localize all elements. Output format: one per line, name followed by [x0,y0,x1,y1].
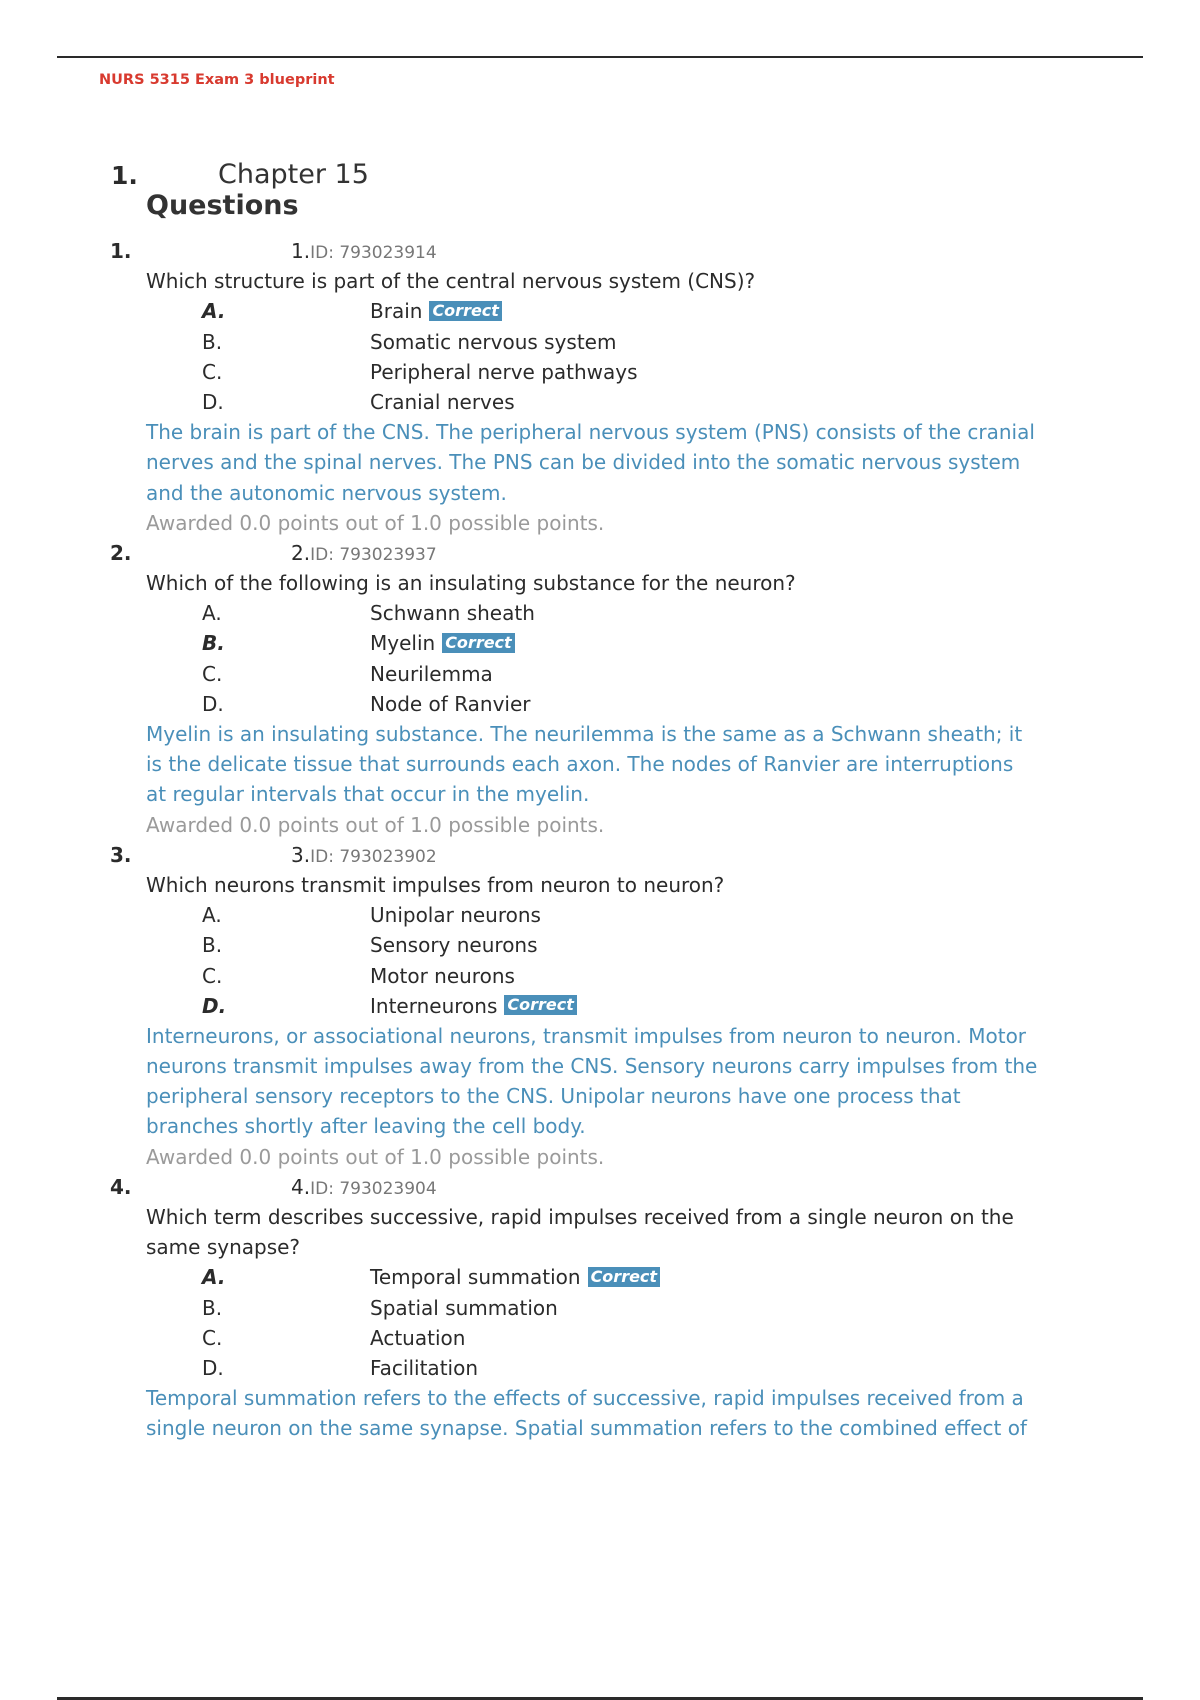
question-number: 3. [110,842,132,867]
top-rule [57,56,1143,58]
option-letter: D. [202,389,224,414]
section-title-line2: Questions [146,190,299,221]
answer-option [0,961,1200,991]
question-id [291,1172,437,1204]
answer-option [0,1353,1200,1383]
option-letter: C. [202,359,223,384]
option-text-wrap [370,900,541,930]
question-number: 4. [110,1174,132,1199]
option-text: Unipolar neurons [370,903,541,928]
option-letter: D. [202,1355,224,1380]
option-text-wrap [370,659,493,689]
question-number: 2. [110,540,132,565]
option-letter: D. [202,993,227,1018]
option-text: Temporal summation [370,1265,581,1290]
answer-option [0,1323,1200,1353]
answer-option [0,387,1200,417]
option-letter: B. [202,329,223,354]
rationale-line [0,447,1200,477]
question-id-number: 4. [291,1174,311,1199]
question-header [0,840,1200,870]
answer-option [0,357,1200,387]
correct-badge: Correct [442,633,515,653]
rationale-line [0,1021,1200,1051]
option-text: Peripheral nerve pathways [370,359,638,384]
option-text: Myelin [370,631,436,656]
option-text: Schwann sheath [370,601,535,626]
question-text-line [0,870,1200,900]
option-text-wrap [370,357,638,387]
option-text-wrap [370,689,531,719]
answer-option [0,1293,1200,1323]
rationale-text: at regular intervals that occur in the myelin. [146,782,590,807]
option-letter: A. [202,1265,226,1290]
question-text: same synapse? [146,1235,301,1260]
option-text-wrap [370,1323,465,1353]
rationale-line [0,1111,1200,1141]
rationale-text: peripheral sensory receptors to the CNS. Unipolar neurons have one process that [146,1084,961,1109]
rationale-text: branches shortly after leaving the cell body. [146,1114,586,1139]
option-text: Actuation [370,1325,466,1350]
option-text: Node of Ranvier [370,691,531,716]
correct-badge: Correct [588,1267,661,1287]
rationale-text: and the autonomic nervous system. [146,480,507,505]
awarded-line [0,508,1200,538]
question-header [0,236,1200,266]
option-letter: C. [202,1325,223,1350]
option-text-wrap [370,387,515,417]
option-letter: A. [202,601,222,626]
option-letter: B. [202,631,225,656]
answer-option [0,1262,1200,1292]
answer-option [0,628,1200,658]
question-id-label: ID: 793023914 [310,243,437,263]
question-id-number: 1. [291,239,311,263]
option-text: Cranial nerves [370,389,515,414]
question-header [0,1172,1200,1202]
rationale-line [0,1383,1200,1413]
option-text-wrap [370,628,515,658]
question-number: 1. [110,239,132,263]
rationale-text: Myelin is an insulating substance. The neurilemma is the same as a Schwann sheath; it [146,722,1023,746]
correct-badge: Correct [504,995,577,1015]
question-text-line [0,1232,1200,1262]
option-text-wrap [370,1353,478,1383]
rationale-text: nerves and the spinal nerves. The PNS can be divided into the somatic nervous system [146,450,1021,475]
rationale-text: single neuron on the same synapse. Spatial summation refers to the combined effect of [146,1416,1027,1441]
awarded-line [0,810,1200,840]
answer-option [0,689,1200,719]
correct-badge: Correct [429,301,502,321]
option-text-wrap [370,1262,660,1292]
rationale-text: Temporal summation refers to the effects of successive, rapid impulses received from a [146,1386,1024,1411]
answer-option [0,991,1200,1021]
answer-option [0,598,1200,628]
option-letter: C. [202,661,223,686]
question-id-label: ID: 793023902 [310,846,437,867]
awarded-points: Awarded 0.0 points out of 1.0 possible points. [146,1144,605,1169]
question-text: Which structure is part of the central nervous system (CNS)? [146,269,756,294]
question-list [0,236,1200,1444]
awarded-points: Awarded 0.0 points out of 1.0 possible points. [146,510,605,535]
option-text-wrap [370,598,535,628]
option-text-wrap [370,296,502,326]
rationale-line [0,1081,1200,1111]
question-id [291,538,437,570]
question-id [291,840,437,872]
option-text: Interneurons [370,993,498,1018]
question-id [291,236,437,268]
rationale-text: The brain is part of the CNS. The peripheral nervous system (PNS) consists of the cranial [146,420,1035,445]
awarded-line [0,1142,1200,1172]
question-text-line [0,266,1200,296]
option-text: Motor neurons [370,963,515,988]
answer-option [0,296,1200,326]
option-text: Brain [370,299,423,324]
option-letter: D. [202,691,224,716]
option-text-wrap [370,327,616,357]
option-text: Somatic nervous system [370,329,617,354]
rationale-line [0,1413,1200,1443]
question-text: Which of the following is an insulating substance for the neuron? [146,571,796,596]
question-id-number: 3. [291,842,311,867]
question-id-number: 2. [291,540,311,565]
option-text: Neurilemma [370,661,493,686]
section-number: 1. [111,161,138,190]
option-text-wrap [370,991,577,1021]
document-header-title: NURS 5315 Exam 3 blueprint [99,72,335,88]
option-letter: A. [202,903,222,928]
rationale-line [0,779,1200,809]
section-title-line1: Chapter 15 [218,159,369,190]
question-text: Which term describes successive, rapid impulses received from a single neuron on the [146,1205,1014,1229]
answer-option [0,659,1200,689]
question-text-line [0,568,1200,598]
question-id-label: ID: 793023904 [310,1178,437,1199]
option-text: Spatial summation [370,1295,558,1320]
question-header [0,538,1200,568]
answer-option [0,327,1200,357]
awarded-points: Awarded 0.0 points out of 1.0 possible points. [146,812,605,837]
option-text-wrap [370,1293,558,1323]
rationale-text: is the delicate tissue that surrounds each axon. The nodes of Ranvier are interruptions [146,752,1014,777]
answer-option [0,900,1200,930]
rationale-text: neurons transmit impulses away from the CNS. Sensory neurons carry impulses from the [146,1054,1038,1079]
question-text: Which neurons transmit impulses from neuron to neuron? [146,872,725,897]
option-letter: B. [202,1295,223,1320]
answer-option [0,930,1200,960]
option-text-wrap [370,930,538,960]
option-text: Facilitation [370,1355,478,1380]
rationale-line [0,1051,1200,1081]
rationale-line [0,749,1200,779]
rationale-line [0,478,1200,508]
option-letter: B. [202,933,223,958]
option-text-wrap [370,961,515,991]
question-text-line [0,1202,1200,1232]
option-text: Sensory neurons [370,933,538,958]
option-letter: C. [202,963,223,988]
option-letter: A. [202,299,226,324]
question-id-label: ID: 793023937 [310,544,437,565]
rationale-line [0,417,1200,447]
rationale-text: Interneurons, or associational neurons, transmit impulses from neuron to neuron. Motor [146,1023,1027,1048]
rationale-line [0,719,1200,749]
